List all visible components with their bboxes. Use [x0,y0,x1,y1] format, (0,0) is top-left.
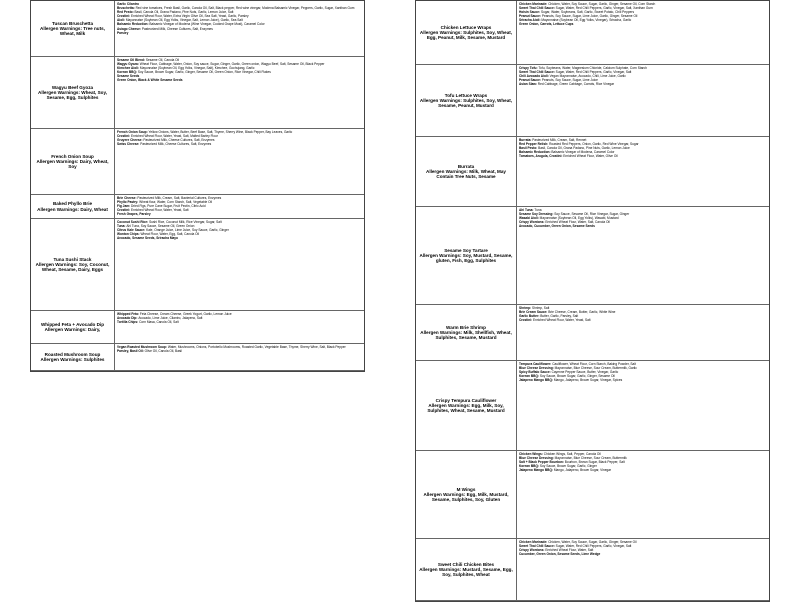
ingredient-name: Tortilla Chips [117,320,138,325]
ingredient-name: Asian Slaw [519,82,536,87]
ingredient-list [115,57,364,128]
ingredient-item: Jalapeno Mango BBQ: Mango, Jalapeno, Brown Sugar, Vinegar, Spices [519,378,623,383]
ingredient-text: Pasteurized Milk, Cheese Cultures, Salt, Enzymes [143,138,215,143]
ingredient-item: Sweet Thai Chili Sauce: Sugar, Water, Red Chili Peppers, Garlic, Vinegar, Salt [519,70,632,75]
ingredient-item: Korean BBQ: Soy Sauce, Brown Sugar, Garlic, Ginger, Sesame Oil, Green Onion, Rice Vinegar, Chili Flakes [117,70,271,75]
ingredient-item: Balsamic Reduction: Balsamic Vinegar of Modena (Wine Vinegar, Cooked Grape Must), Caramel Color [117,22,265,27]
ingredient-name: Coconut Sushi Rice [117,220,148,224]
ingredient-text: Water, Mushrooms, Onions, Portobello Mushrooms, Roasted Garlic, Vegetable Base, Thyme, Sherry Wine, Salt, Black Pepper [167,345,346,349]
ingredient-item: Chili Avocado Aioli: Vegan Mayonnaise, Avocado, Chili, Lime Juice, Garlic [519,74,626,79]
dish-name: Baked Phyllo Brie [52,201,93,207]
dish-name: Crispy Tempura Cauliflower [435,397,497,403]
dish-row [31,219,364,311]
ingredient-item: Phyllo Pastry: Wheat flour, Water, Corn Starch, Salt, Vegetable Oil [117,200,213,205]
ingredient-text: Chicken, Water, Soy Sauce, Sugar, Garlic, Ginger, Sesame Oil, Corn Starch [548,2,656,6]
dish-row [31,1,364,57]
ingredient-list [517,207,769,304]
ingredient-list [517,539,769,600]
allergen-warning: Allergen Warnings: Milk, Shellfish, Wheat, Sulphites, Sesame, Mustard [420,329,512,341]
right-allergen-table [415,0,770,602]
ingredient-name: Garlic Butter [519,314,539,319]
ingredient-item [117,236,362,240]
ingredient-name: Jalapeno Mango BBQ [519,468,552,473]
ingredient-item: Red Pesto: Basil, Canola Oil, Grana Padano, Pine Nuts, Garlic, Lemon Juice, Salt [117,10,234,15]
allergen-warning: Allergen Warnings: Sulphites, Soy, Wheat, Egg, Peanut, Milk, Sesame, Mustard [419,29,513,41]
ingredient-name: Wasabi Aioli [519,216,538,221]
ingredient-name: Chicken Wings [519,452,542,456]
ingredient-item: Peanut Sauce: Peanuts, Soy Sauce, Sugar, Lime Juice [519,78,598,83]
ingredient-text: Tuna [534,208,542,212]
ingredient-name: Phyllo Pastry [117,200,138,205]
dish-name: Sweet Chili Chicken Bites [437,561,495,567]
ingredient-item: Salt + Black Pepper Bourbon: Bourbon, Brown Sugar, Black Pepper, Salt [519,460,625,465]
ingredient-list [517,137,769,206]
ingredient-item [519,22,767,26]
dish-cell [31,195,115,218]
dish-name: M Wings [456,486,476,492]
ingredient-name: Sesame Soy Dressing [519,212,553,217]
ingredient-name: Crostini [519,318,532,323]
ingredient-text: Sugar, Water, Red Chili Peppers, Garlic, Vinegar, Salt, Xanthan Gum [555,6,653,11]
ingredient-name: Tempura Cauliflower [519,362,551,366]
ingredient-text: Basil, Canola Oil, Grana Padano, Pine Nuts, Garlic, Lemon Juice [538,146,630,151]
ingredient-text: Shrimp, Salt [531,306,550,310]
ingredient-item: Parsley, Basil Oil: Olive Oil, Canola Oil, Basil [117,349,182,354]
dish-cell [31,344,115,370]
ingredient-item: Blue Cheese Dressing: Mayonnaise, Blue Cheese, Sour Cream, Buttermilk [519,456,627,461]
dish-name: Burrata [457,163,475,169]
ingredient-item: Crispy Wontons: Enriched Wheat Flour, Water, Salt [519,548,594,553]
ingredient-name: Citrus Kale Sauce [117,228,145,233]
dish-name: Wagyu Beef Gyoza [51,84,94,90]
dish-cell [31,57,115,128]
ingredient-text: Balsamic Vinegar of Modena (Wine Vinegar, Cooked Grape Must), Caramel Color [149,22,265,27]
ingredient-list [517,361,769,450]
ingredient-name: Chicken Marinade [519,540,547,544]
dish-cell [416,539,517,600]
ingredient-item: Crostini: Enriched Wheat Flour, Water, Yeast, Salt [117,208,189,213]
dish-row [416,451,769,539]
ingredient-item: Korean BBQ: Soy Sauce, Brown Sugar, Garlic, Ginger, Sesame Oil [519,374,615,379]
dish-row [416,207,769,305]
ingredient-name: Korean BBQ [519,464,538,469]
ingredient-item: Whipped Feta: Feta Cheese, Cream Cheese, Greek Yogurt, Garlic, Lemon Juice [117,312,232,316]
ingredient-item: Blue Cheese Dressing: Mayonnaise, Blue Cheese, Sour Cream, Buttermilk, Garlic [519,366,637,371]
ingredient-item: Chicken Wings: Chicken Wings, Salt, Pepper, Canola Oil [519,452,601,456]
ingredient-text: Cauliflower, Wheat Flour, Corn Starch, Baking Powder, Salt [552,362,636,366]
dish-row [31,311,364,344]
dish-row [416,65,769,137]
dish-name: Roasted Mushroom Soup [44,351,101,357]
ingredient-item: Peanut Sauce: Peanuts, Soy Sauce, Sugar, Lime Juice, Garlic, Ginger, Sesame Oil [519,14,638,19]
ingredient-text: Corn Masa, Canola Oil, Salt [139,320,179,325]
ingredient-item: Citrus Kale Sauce: Kale, Orange Juice, Lime Juice, Soy Sauce, Garlic, Ginger [117,228,229,233]
ingredient-text: Avocado, Lime Juice, Cilantro, Jalapeno, Salt [138,316,203,321]
ingredient-text: Mayonnaise (Soybean Oil, Egg Yolks, Vinegar, Salt, Lemon Juice), Garlic, Sea Salt [125,18,243,23]
ingredient-item: Fig Jam: Dried Figs, Pure Cane Sugar, Fruit Pectin, Citric Acid [117,204,206,209]
ingredient-name: Kimchee Aioli [117,66,138,71]
ingredient-text: Sugar, Water, Red Chili Peppers, Garlic, Vinegar, Salt [555,70,632,75]
dish-row [416,1,769,65]
allergen-warning: Allergen Warnings: Egg, Milk, Soy, Sulphites, Wheat, Sesame, Mustard [427,402,505,414]
ingredient-item: Hoisin Sauce: Sugar, Water, Soybeans, Salt, Garlic, Sweet Potato, Chili Peppers [519,10,635,15]
ingredient-name: Crispy Wontons [519,548,544,553]
ingredient-item: Crostini: Enriched Wheat Flour, Water, Yeast, Salt, Malted Barley Flour [117,134,218,139]
ingredient-item: Jalapeno Mango BBQ: Mango, Jalapeno, Brown Sugar, Vinegar [519,468,612,473]
ingredient-name: Avocado, Cucumber, Green Onion, Sesame Seeds [519,224,595,229]
ingredient-item: Ahi Tuna: Tuna [519,208,542,212]
ingredient-name: Brie Cheese [117,196,136,200]
ingredient-item: Aioli: Mayonnaise (Soybean Oil, Egg Yolks, Vinegar, Salt, Lemon Juice), Garlic, Sea Salt [117,18,243,23]
ingredient-text: Enriched Wheat Flour, Water, Salt [545,548,594,553]
ingredient-text: Sesame Oil, Canola Oil [145,58,180,62]
ingredient-name: Chili Avocado Aioli [519,74,548,79]
ingredient-list [115,311,364,343]
dish-row [31,129,364,195]
ingredient-item: Coconut Sushi Rice: Sushi Rice, Coconut Milk, Rice Vinegar, Sugar, Salt [117,220,222,224]
ingredient-text: Soy Sauce, Brown Sugar, Garlic, Ginger, Sesame Oil, Green Onion, Rice Vinegar, Chili Flakes [137,70,271,75]
ingredient-item: Asian Slaw: Red Cabbage, Green Cabbage, Carrots, Rice Vinegar [519,82,615,87]
allergen-warning: Allergen Warnings: Soy, Coconut, Wheat, Sesame, Dairy, Eggs [35,261,110,273]
ingredient-text: Yellow Onions, Water, Butter, Beef Base, Salt, Thyme, Sherry Wine, Black Pepper, Bay Leaves, Garlic [148,130,293,134]
ingredient-name: Sweet Thai Chili Sauce [519,70,554,75]
dish-row [416,539,769,601]
ingredient-item: Avocado Dip: Avocado, Lime Juice, Cilantro, Jalapeno, Salt [117,316,203,321]
dish-name: Warm Brie Shrimp [446,324,486,330]
ingredient-item: Tuna: Ahi Tuna, Soy Sauce, Sesame Oil, Green Onion [117,224,195,229]
ingredient-text: Pasteurized Milk, Cream, Salt, Rennet [532,138,587,142]
ingredient-name: Crispy Tofu [519,66,537,70]
dish-cell [31,129,115,194]
ingredient-name: Korean BBQ [519,374,538,379]
ingredient-name: Blue Cheese Dressing [519,366,553,371]
ingredient-list [115,344,364,370]
ingredient-name: Aioli [117,18,124,23]
ingredient-name: Brie Cream Sauce [519,310,547,315]
ingredient-list [115,1,364,56]
ingredient-text: Pasteurized Milk, Cream, Salt, Bacterial Cultures, Enzymes [137,196,222,200]
ingredient-item: Sriracha Aioli: Mayonnaise (Soybean Oil, Egg Yolks, Vinegar), Sriracha, Garlic [519,18,632,23]
ingredient-text: Dried Figs, Pure Cane Sugar, Fruit Pectin, Citric Acid [131,204,206,209]
ingredient-name: Avocado Dip [117,316,137,321]
ingredient-list [517,305,769,360]
ingredient-name: Wagyu Gyoza [117,62,138,67]
ingredient-item: Wagyu Gyoza: Wheat Flour, Cabbage, Water, Onion, Soy sauce, Sugar, Ginger, Garlic, Green onion, Wagyu Beef, Salt, Sesame Oil, Black Pepper [117,62,325,67]
ingredient-name: Chicken Marinade [519,2,547,6]
ingredient-item: Swiss Cheese: Pasteurized Milk, Cheese Cultures, Salt, Enzymes [117,142,212,147]
ingredient-text: Feta Cheese, Cream Cheese, Greek Yogurt, Garlic, Lemon Juice [139,312,232,316]
ingredient-list [517,451,769,538]
ingredient-name: Sesame Oil Blend [117,58,144,62]
ingredient-item: Basil Pesto: Basil, Canola Oil, Grana Padano, Pine Nuts, Garlic, Lemon Juice [519,146,630,151]
ingredient-list [517,1,769,64]
ingredient-item: Sesame Soy Dressing: Soy Sauce, Sesame Oil, Rice Vinegar, Sugar, Ginger [519,212,630,217]
dish-name: Tuna Sushi Stack [53,256,92,262]
ingredient-item: Gruyere Cheese: Pasteurized Milk, Cheese Cultures, Salt, Enzymes [117,138,215,143]
allergen-warning: Allergen Warnings: Dairy, Wheat, Soy [36,158,109,170]
ingredient-item: Balsamic Reduction: Balsamic Vinegar of Modena, Caramel Color [519,150,615,155]
ingredient-item: Spicy Buffalo Sauce: Cayenne Pepper Sauce, Butter, Vinegar, Garlic [519,370,619,375]
ingredient-item: Tomatoes, Arugula, Crostini: Enriched Wheat Flour, Water, Olive Oil [519,154,618,159]
dish-cell [31,1,115,56]
ingredient-name: Blue Cheese Dressing [519,456,553,461]
allergen-warning: Allergen Warnings: Sulphites [40,357,105,362]
ingredient-name: Red Pesto [117,10,133,15]
ingredient-item: Crispy Tofu: Tofu, Soybeans, Water, Magnesium Chloride, Calcium Sulphate, Corn Starch [519,66,647,70]
dish-name: Chicken Lettuce Wraps [440,24,492,30]
ingredient-text: Basil, Canola Oil, Grana Padano, Pine Nuts, Garlic, Lemon Juice, Salt [134,10,234,15]
ingredient-text: Mayonnaise, Blue Cheese, Sour Cream, Buttermilk [554,456,627,461]
ingredient-name: Sriracha Aioli [519,18,540,23]
ingredient-name: Crispy Wontons [519,220,544,225]
dish-cell [416,65,517,136]
dish-cell [31,311,115,343]
dish-name: Tuscan Bruschetta [51,20,93,26]
ingredient-item: Vegan Roasted Mushroom Soup: Water, Mushrooms, Onions, Portobello Mushrooms, Roasted Garlic, Vegetable Base, Thyme, Sherry Wine, Salt, Black Pepper [117,345,346,349]
ingredient-item [519,552,767,556]
ingredient-text: Mango, Jalapeno, Brown Sugar, Vinegar, Spices [553,378,623,383]
ingredient-text: Pasteurized Milk, Cheese Cultures, Salt, Enzymes [140,142,212,147]
allergen-warning: Allergen Warnings: Dairy, Wheat [37,206,108,212]
ingredient-name: Spicy Buffalo Sauce [519,370,550,375]
dish-cell [416,361,517,450]
ingredient-text: Chicken Wings, Salt, Pepper, Canola Oil [543,452,601,456]
ingredient-item [117,78,362,82]
ingredient-item: Brie Cream Sauce: Brie Cheese, Cream, Butter, Garlic, White Wine [519,310,616,315]
ingredient-text: Enriched Wheat Flour, Water, Yeast, Salt, Malted Barley Flour [131,134,218,139]
ingredient-item: French Onion Soup: Yellow Onions, Water, Butter, Beef Base, Salt, Thyme, Sherry Wine, Black Pepper, Bay Leaves, Garlic [117,130,293,134]
ingredient-item: Shrimp: Shrimp, Salt [519,306,550,310]
ingredient-item: Crostini: Enriched Wheat Flour, Water, Yeast, Salt [519,318,591,323]
ingredient-name: French Onion Soup [117,130,147,134]
ingredient-name: Parsley, Basil Oil [117,349,143,354]
ingredient-name: Basil Pesto [519,146,537,151]
ingredient-text: Sugar, Water, Red Chili Peppers, Garlic, Vinegar, Salt [555,544,632,549]
allergen-warning: Allergen Warnings: Sulphites, Soy, Wheat, Sesame, Peanut, Mustard [419,97,513,109]
dish-name: Tofu Lettuce Wraps [444,92,488,98]
ingredient-item: Tortilla Chips: Corn Masa, Canola Oil, Salt [117,320,179,325]
ingredient-name: Garlic Cilantro [117,2,139,6]
ingredient-text: Ahi Tuna, Soy Sauce, Sesame Oil, Green Onion [126,224,195,229]
ingredient-item: Wonton Chips: Wheat Flour, Water, Egg, Salt, Canola Oil [117,232,200,237]
ingredient-name: Hoisin Sauce [519,10,540,15]
allergen-warning: Allergen Warnings: Tree nuts, Wheat, Milk [40,25,105,37]
allergen-warning: Allergen Warnings: Egg, Milk, Mustard, Sesame, Sulphites, Soy, Gluten [423,491,509,503]
ingredient-name: Balsamic Reduction [519,150,550,155]
ingredient-name: Crostini [117,14,130,19]
ingredient-text: Cayenne Pepper Sauce, Butter, Vinegar, Garlic [551,370,619,375]
ingredient-text: Enriched Wheat Flour, Water, Salt, Canola Oil [545,220,610,225]
ingredient-text: Balsamic Vinegar of Modena, Caramel Color [551,150,615,155]
ingredient-name: Shrimp [519,306,530,310]
ingredient-text: Soy Sauce, Brown Sugar, Garlic, Ginger, Sesame Oil [539,374,615,379]
ingredient-name: Fresh Grapes, Parsley [117,212,151,217]
ingredient-item: Sweet Thai Chili Sauce: Sugar, Water, Red Chili Peppers, Garlic, Vinegar, Salt, Xanthan Gum [519,6,653,11]
ingredient-item [519,224,767,228]
ingredient-text: Sugar, Water, Soybeans, Salt, Garlic, Sweet Potato, Chili Peppers [540,10,635,15]
ingredient-text: Mayonnaise, Blue Cheese, Sour Cream, Buttermilk, Garlic [554,366,637,371]
ingredient-text: Peanuts, Soy Sauce, Sugar, Lime Juice [541,78,598,83]
ingredient-text: Olive Oil, Canola Oil, Basil [144,349,182,354]
ingredient-name: Wonton Chips [117,232,139,237]
ingredient-text: Soy Sauce, Brown Sugar, Garlic, Ginger [539,464,597,469]
ingredient-name: Peanut Sauce [519,78,540,83]
ingredient-item: Sweet Thai Chili Sauce: Sugar, Water, Red Chili Peppers, Garlic, Vinegar, Salt [519,544,632,549]
ingredient-text: Mango, Jalapeno, Brown Sugar, Vinegar [553,468,612,473]
ingredient-item [117,31,362,35]
ingredient-text: Bourbon, Brown Sugar, Black Pepper, Salt [564,460,625,465]
dish-row [31,344,364,371]
ingredient-item: Asiago Cheese: Pasteurized Milk, Cheese Cultures, Salt, Enzymes [117,26,213,31]
dish-cell [416,1,517,64]
dish-name: Sesame Soy Tartare [444,247,488,253]
ingredient-text: Mayonnaise (Soybean Oil, Egg Yolks, Vinegar), Sriracha, Garlic [541,18,632,23]
ingredient-name: Green Onion, Carrots, Lettuce Cups [519,22,574,27]
ingredient-text: Wheat flour, Water, Corn Starch, Salt, Vegetable Oil [139,200,213,205]
dish-name: Whipped Feta + Avocado Dip [40,321,105,327]
dish-cell [416,207,517,304]
dish-cell [31,219,115,310]
ingredient-name: Asiago Cheese [117,26,140,31]
ingredient-name: Whipped Feta [117,312,138,316]
ingredient-name: Avocado, Sesame Seeds, Sriracha Mayo [117,236,179,241]
ingredient-name: Red Pepper Relish [519,142,548,147]
ingredient-item: Red Pepper Relish: Roasted Red Peppers, Onion, Garlic, Red Wine Vinegar, Sugar [519,142,639,147]
ingredient-name: Tomatoes, Arugula, Crostini [519,154,562,159]
ingredient-item: Crispy Wontons: Enriched Wheat Flour, Water, Salt, Canola Oil [519,220,610,225]
ingredient-text: Enriched Wheat Flour, Water, Yeast, Salt [131,208,189,213]
ingredient-text: Kale, Orange Juice, Lime Juice, Soy Sauce, Garlic, Ginger [146,228,229,233]
ingredient-name: Korean BBQ [117,70,136,75]
ingredient-name: Sweet Thai Chili Sauce [519,6,554,11]
dish-row [416,305,769,361]
ingredient-name: Fig Jam [117,204,130,209]
dish-row [416,137,769,207]
ingredient-text: Mayonnaise (Soybean Oil, Egg Yolks), Wasabi, Mustard [539,216,619,221]
ingredient-name: Balsamic Reduction [117,22,148,27]
ingredient-text: Red vine tomatoes, Fresh Basil, Garlic, Canola Oil, Salt, Black pepper, Red wine vinegar, Modena Balsamic Vinegar, Peppers, Garlic, Sugar, Xanthan Gum [135,6,355,11]
ingredient-list [115,219,364,310]
ingredient-name: Salt + Black Pepper Bourbon [519,460,563,465]
left-allergen-table [30,0,365,372]
ingredient-text: Chicken, Water, Soy Sauce, Sugar, Garlic, Ginger, Sesame Oil [548,540,637,544]
ingredient-text: Enriched Wheat Flour, Water, Yeast, Salt [533,318,591,323]
allergen-warning: Allergen Warnings: Soy, Mustard, Sesame, gluten, Fish, Egg, Sulphites [419,252,513,264]
dish-cell [416,137,517,206]
allergen-warning: Allergen Warnings: Dairy, [44,327,101,332]
ingredient-name: Crostini [117,208,130,213]
ingredient-item: Brie Cheese: Pasteurized Milk, Cream, Salt, Bacterial Cultures, Enzymes [117,196,222,200]
ingredient-item: Burrata: Pasteurized Milk, Cream, Salt, Rennet [519,138,587,142]
ingredient-name: Bruschetta [117,6,134,11]
dish-row [31,195,364,219]
ingredient-text: Mayonnaise (Soybean Oil, Egg Yolks, Vinegar, Salt), Kimchee, Gochujang, Garlic [139,66,255,71]
allergen-warning: Allergen Warnings: Milk, Wheat, May Contain Tree Nuts, Sesame [426,168,506,180]
ingredient-list [517,65,769,136]
ingredient-name: Jalapeno Mango BBQ [519,378,552,383]
ingredient-name: Sweet Thai Chili Sauce [519,544,554,549]
ingredient-text: Brie Cheese, Cream, Butter, Garlic, White Wine [548,310,616,315]
ingredient-name: Parsley [117,30,129,35]
allergen-warning: Allergen Warnings: Wheat, Soy, Sesame, Egg, Sulphites [38,89,107,101]
dish-cell [416,451,517,538]
ingredient-item: Chicken Marinade: Chicken, Water, Soy Sauce, Sugar, Garlic, Ginger, Sesame Oil [519,540,637,544]
ingredient-text: Enriched Wheat Flour, Water, Extra Virgin Olive Oil, Sea Salt, Yeast, Garlic, Parsley [131,14,249,19]
dish-name: French Onion Soup [51,153,94,159]
ingredient-text: Tofu, Soybeans, Water, Magnesium Chloride, Calcium Sulphate, Corn Starch [538,66,647,70]
ingredient-item: Kimchee Aioli: Mayonnaise (Soybean Oil, Egg Yolks, Vinegar, Salt), Kimchee, Gochujang, Garlic [117,66,255,71]
ingredient-name: Cucumber, Green Onion, Sesame Seeds, Lime Wedge [519,552,601,557]
ingredient-item: Tempura Cauliflower: Cauliflower, Wheat Flour, Corn Starch, Baking Powder, Salt [519,362,636,366]
ingredient-name: Vegan Roasted Mushroom Soup [117,345,166,349]
ingredient-item [117,212,362,216]
ingredient-text: Vegan Mayonnaise, Avocado, Chili, Lime Juice, Garlic [549,74,626,79]
ingredient-item: Crostini: Enriched Wheat Flour, Water, Extra Virgin Olive Oil, Sea Salt, Yeast, Garlic, Parsley [117,14,249,19]
ingredient-item: Bruschetta: Red vine tomatoes, Fresh Basil, Garlic, Canola Oil, Salt, Black pepper, Red wine vinegar, Modena Balsamic Vinegar, Peppers, Garlic, Sugar, Xanthan Gum [117,6,355,11]
ingredient-name: Green Onion, Black & White Sesame Seeds [117,78,183,83]
dish-row [31,57,364,129]
ingredient-item: Chicken Marinade: Chicken, Water, Soy Sauce, Sugar, Garlic, Ginger, Sesame Oil, Corn Starch [519,2,656,6]
ingredient-name: Crostini [117,134,130,139]
ingredient-name: Sesame Seeds [117,74,140,79]
ingredient-text: Sushi Rice, Coconut Milk, Rice Vinegar, Sugar, Salt [149,220,222,224]
ingredient-text: Pasteurized Milk, Cheese Cultures, Salt, Enzymes [141,26,213,31]
ingredient-text: Peanuts, Soy Sauce, Sugar, Lime Juice, Garlic, Ginger, Sesame Oil [541,14,638,19]
allergen-warning: Allergen Warnings: Mustard, Sesame, Egg, Soy, Sulphites, Wheat [419,566,513,578]
ingredient-text: Enriched Wheat Flour, Water, Olive Oil [563,154,618,159]
ingredient-text: Butter, Garlic, Parsley, Salt [540,314,579,319]
ingredient-name: Peanut Sauce [519,14,540,19]
dish-cell [416,305,517,360]
ingredient-name: Burrata [519,138,531,142]
ingredient-item: Sesame Oil Blend: Sesame Oil, Canola Oil [117,58,180,62]
ingredient-item: Korean BBQ: Soy Sauce, Brown Sugar, Garlic, Ginger [519,464,597,469]
ingredient-item: Wasabi Aioli: Mayonnaise (Soybean Oil, Egg Yolks), Wasabi, Mustard [519,216,619,221]
ingredient-name: Gruyere Cheese [117,138,142,143]
ingredient-name: Tuna [117,224,125,229]
ingredient-text: Roasted Red Peppers, Onion, Garlic, Red Wine Vinegar, Sugar [549,142,639,147]
ingredient-list [115,195,364,218]
ingredient-name: Swiss Cheese [117,142,139,147]
ingredient-text: Red Cabbage, Green Cabbage, Carrots, Rice Vinegar [537,82,615,87]
ingredient-list [115,129,364,194]
ingredient-name: Ahi Tuna [519,208,533,212]
ingredient-text: Wheat Flour, Cabbage, Water, Onion, Soy sauce, Sugar, Ginger, Garlic, Green onion, Wagyu Beef, Salt, Sesame Oil, Black Pepper [139,62,325,67]
dish-row [416,361,769,451]
ingredient-text: Soy Sauce, Sesame Oil, Rice Vinegar, Sugar, Ginger [554,212,630,217]
ingredient-item: Garlic Butter: Butter, Garlic, Parsley, Salt [519,314,579,319]
ingredient-text: Wheat Flour, Water, Egg, Salt, Canola Oil [140,232,200,237]
